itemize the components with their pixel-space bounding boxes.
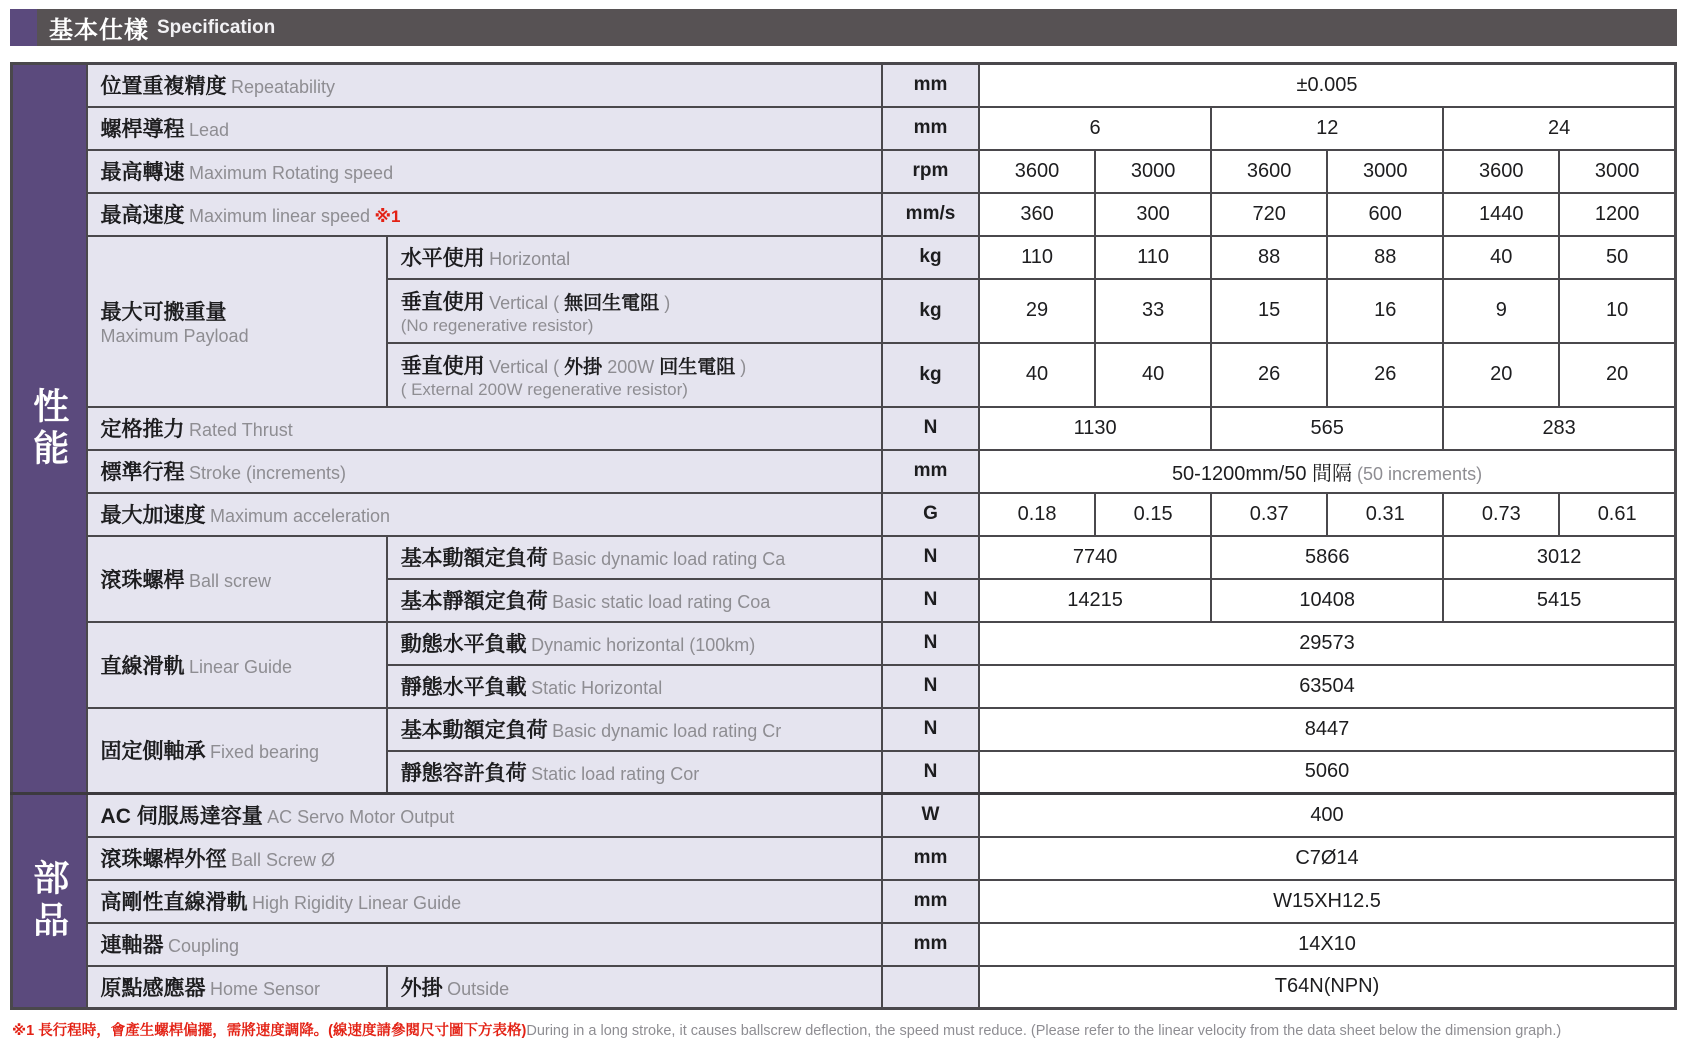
label-cell xyxy=(87,493,882,536)
value-cell: 40 xyxy=(1095,343,1211,407)
label-cjk: 動態水平負載 xyxy=(400,633,527,656)
sublabel-cell xyxy=(387,751,882,794)
value-cell: 12 xyxy=(1211,107,1443,150)
label-en: Home Sensor xyxy=(209,978,321,999)
label-en: Basic dynamic load rating Cr xyxy=(552,721,782,741)
label-en: Maximum Rotating speed xyxy=(188,163,394,183)
label-cjk: 連軸器 xyxy=(100,934,164,957)
value-cell: 63504 xyxy=(979,665,1675,708)
label-en: Outside xyxy=(447,978,510,999)
row-bearing-dynamic-cr xyxy=(12,708,1676,751)
unit-cell: mm xyxy=(882,450,979,493)
label-en: Dynamic horizontal (100km) xyxy=(531,635,756,655)
sublabel-cell xyxy=(387,665,882,708)
value-cell: 0.61 xyxy=(1559,493,1675,536)
value-cell: 20 xyxy=(1559,343,1675,407)
row-ballscrew-dynamic-ca xyxy=(12,536,1676,579)
value-cell: 88 xyxy=(1327,236,1443,279)
value-cell: 40 xyxy=(1443,236,1559,279)
unit-cell: N xyxy=(882,407,979,450)
group-label-linear-guide xyxy=(87,622,387,708)
value-cell: 5866 xyxy=(1211,536,1443,579)
label-en: Static Horizontal xyxy=(531,678,663,698)
label-cjk: 靜態容許負荷 xyxy=(400,761,527,785)
label-cjk: 外掛 xyxy=(400,976,443,1000)
sublabel-cell xyxy=(387,279,882,343)
value-cell: 0.15 xyxy=(1095,493,1211,536)
sublabel-cell xyxy=(387,579,882,622)
sublabel-cell xyxy=(387,966,882,1009)
unit-cell: N xyxy=(882,665,979,708)
value-cell: 26 xyxy=(1211,343,1327,407)
value-cell: ±0.005 xyxy=(979,64,1675,107)
label-cjk: 最大加速度 xyxy=(100,504,206,527)
value-cell: 26 xyxy=(1327,343,1443,407)
label-cjk: 最高轉速 xyxy=(100,161,185,184)
label-en: ) xyxy=(735,357,747,378)
row-coupling xyxy=(12,923,1676,966)
label-cjk: 滾珠螺桿 xyxy=(100,568,185,592)
unit-cell: mm xyxy=(882,107,979,150)
label-en: Linear Guide xyxy=(188,656,293,677)
label-cell xyxy=(87,64,882,107)
footnote-marker: ※1 xyxy=(374,207,401,226)
label-cjk: 原點感應器 xyxy=(100,976,206,1000)
label-en: ) xyxy=(659,293,671,314)
footnote-gray-text: During in a long stroke, it causes ballscrew deflection, the speed must reduce. (Please refer to the linear velocity from the data sheet below the dimension graph.) xyxy=(526,1023,1562,1039)
label-en: Lead xyxy=(188,120,230,140)
section-header xyxy=(10,9,1677,46)
label-cell xyxy=(87,880,882,923)
value-cell: 24 xyxy=(1443,107,1675,150)
row-acceleration xyxy=(12,493,1676,536)
unit-cell: kg xyxy=(882,236,979,279)
label-cjk: 螺桿導程 xyxy=(100,118,185,141)
value-cell xyxy=(979,450,1675,493)
value-cell: 3600 xyxy=(1211,150,1327,193)
spec-table xyxy=(10,62,1677,1010)
row-servo-output xyxy=(12,794,1676,837)
value-cell: 1440 xyxy=(1443,193,1559,236)
row-rotating-speed xyxy=(12,150,1676,193)
label-en: Maximum Payload xyxy=(100,325,249,346)
label-cjk: AC 伺服馬達容量 xyxy=(100,805,263,829)
value-cell: 15 xyxy=(1211,279,1327,343)
label-cjk: 位置重複精度 xyxy=(100,75,227,99)
group-label-fixed-bearing xyxy=(87,708,387,794)
unit-cell: kg xyxy=(882,343,979,407)
label-cjk-inline: 回生電阻 xyxy=(659,357,736,379)
label-cjk: 垂直使用 xyxy=(400,291,485,315)
label-cell xyxy=(87,837,882,880)
label-en: Repeatability xyxy=(230,77,336,98)
label-cjk: 最大可搬重量 xyxy=(100,300,227,324)
unit-cell: kg xyxy=(882,279,979,343)
label-cjk-inline: 外掛 xyxy=(564,357,603,379)
value-cell: 29 xyxy=(979,279,1095,343)
stroke-value-sub: (50 increments) xyxy=(1352,463,1483,484)
label-en: Maximum acceleration xyxy=(209,506,391,526)
label-en: Coupling xyxy=(167,936,240,956)
value-cell: 0.73 xyxy=(1443,493,1559,536)
unit-cell: N xyxy=(882,536,979,579)
section-label-parts: 部品 xyxy=(12,794,87,1009)
label-cell xyxy=(87,450,882,493)
label-cell xyxy=(87,794,882,837)
row-rated-thrust xyxy=(12,407,1676,450)
label-cell xyxy=(87,150,882,193)
value-cell: 1130 xyxy=(979,407,1211,450)
value-cell: 360 xyxy=(979,193,1095,236)
unit-cell: mm xyxy=(882,837,979,880)
label-en: Fixed bearing xyxy=(209,742,320,763)
label-en: Horizontal xyxy=(489,249,571,269)
value-cell: 565 xyxy=(1211,407,1443,450)
row-ballscrew-od xyxy=(12,837,1676,880)
unit-cell: mm xyxy=(882,880,979,923)
group-label-home-sensor xyxy=(87,966,387,1009)
value-cell: 8447 xyxy=(979,708,1675,751)
value-cell: 3000 xyxy=(1327,150,1443,193)
label-en: Static load rating Cor xyxy=(531,763,700,784)
label-en: Basic dynamic load rating Ca xyxy=(552,549,786,569)
page-title-cjk: 基本仕樣 xyxy=(49,17,149,44)
section-label-performance: 性能 xyxy=(12,64,87,794)
sublabel-cell xyxy=(387,536,882,579)
value-cell: 400 xyxy=(979,794,1675,837)
value-cell: 14215 xyxy=(979,579,1211,622)
value-cell: W15XH12.5 xyxy=(979,880,1675,923)
unit-cell: N xyxy=(882,579,979,622)
header-strip xyxy=(37,9,1677,46)
value-cell: 10408 xyxy=(1211,579,1443,622)
label-cjk: 基本動額定負荷 xyxy=(400,719,548,742)
row-rigidity-guide xyxy=(12,880,1676,923)
value-cell: 300 xyxy=(1095,193,1211,236)
value-cell: 16 xyxy=(1327,279,1443,343)
label-en: Ball Screw Ø xyxy=(230,850,336,870)
value-cell: 20 xyxy=(1443,343,1559,407)
value-cell: 110 xyxy=(1095,236,1211,279)
value-cell: 3600 xyxy=(979,150,1095,193)
value-cell: 1200 xyxy=(1559,193,1675,236)
label-cell xyxy=(87,107,882,150)
label-en: Stroke (increments) xyxy=(188,463,347,483)
sublabel-cell xyxy=(387,236,882,279)
unit-cell: mm/s xyxy=(882,193,979,236)
value-cell: 88 xyxy=(1211,236,1327,279)
label-cjk: 定格推力 xyxy=(100,418,185,441)
footnote xyxy=(12,1019,1677,1040)
label-cjk-inline: 無回生電阻 xyxy=(564,293,660,315)
label-en: High Rigidity Linear Guide xyxy=(251,893,462,913)
unit-cell: N xyxy=(882,751,979,794)
label-cell xyxy=(87,407,882,450)
unit-cell: N xyxy=(882,708,979,751)
row-repeatability xyxy=(12,64,1676,107)
label-cjk: 最高速度 xyxy=(100,204,185,227)
value-cell: 0.31 xyxy=(1327,493,1443,536)
value-cell: 5415 xyxy=(1443,579,1675,622)
value-cell: 3000 xyxy=(1559,150,1675,193)
row-payload-horizontal xyxy=(12,236,1676,279)
label-cjk: 基本動額定負荷 xyxy=(400,547,548,570)
row-linear-speed xyxy=(12,193,1676,236)
value-cell: 0.18 xyxy=(979,493,1095,536)
value-cell: 33 xyxy=(1095,279,1211,343)
value-cell: 5060 xyxy=(979,751,1675,794)
value-cell: 3600 xyxy=(1443,150,1559,193)
value-cell: 0.37 xyxy=(1211,493,1327,536)
label-cjk: 基本靜額定負荷 xyxy=(400,590,548,613)
row-guide-dynamic-horizontal xyxy=(12,622,1676,665)
value-cell: C7Ø14 xyxy=(979,837,1675,880)
label-en: AC Servo Motor Output xyxy=(267,807,455,828)
row-lead xyxy=(12,107,1676,150)
row-home-sensor xyxy=(12,966,1676,1009)
stroke-value-main: 50-1200mm/50 間隔 xyxy=(1171,462,1353,485)
value-cell: 7740 xyxy=(979,536,1211,579)
value-cell: 600 xyxy=(1327,193,1443,236)
value-cell: 720 xyxy=(1211,193,1327,236)
value-cell: 9 xyxy=(1443,279,1559,343)
label-en: Maximum linear speed xyxy=(188,206,371,226)
page-title-en: Specification xyxy=(157,16,276,38)
label-en: Vertical ( xyxy=(489,293,565,314)
unit-cell: mm xyxy=(882,923,979,966)
label-cjk: 標準行程 xyxy=(100,461,185,484)
unit-cell xyxy=(882,966,979,1009)
value-cell: 14X10 xyxy=(979,923,1675,966)
value-cell: 10 xyxy=(1559,279,1675,343)
label-en-line2: ( External 200W regenerative resistor) xyxy=(400,380,688,400)
unit-cell: G xyxy=(882,493,979,536)
label-cjk: 水平使用 xyxy=(400,247,485,270)
row-stroke xyxy=(12,450,1676,493)
value-cell: 283 xyxy=(1443,407,1675,450)
label-cjk: 靜態水平負載 xyxy=(400,676,527,699)
value-cell: 29573 xyxy=(979,622,1675,665)
sublabel-cell xyxy=(387,708,882,751)
unit-cell: rpm xyxy=(882,150,979,193)
unit-cell: mm xyxy=(882,64,979,107)
value-cell: 40 xyxy=(979,343,1095,407)
group-label-ball-screw xyxy=(87,536,387,622)
unit-cell: N xyxy=(882,622,979,665)
label-cjk: 直線滑軌 xyxy=(100,654,185,678)
value-cell: 6 xyxy=(979,107,1211,150)
label-en: Rated Thrust xyxy=(188,420,293,440)
value-cell: T64N(NPN) xyxy=(979,966,1675,1009)
label-cjk: 高剛性直線滑軌 xyxy=(100,891,248,914)
label-cjk: 固定側軸承 xyxy=(100,740,206,764)
value-cell: 3000 xyxy=(1095,150,1211,193)
value-cell: 110 xyxy=(979,236,1095,279)
label-en: Vertical ( xyxy=(489,357,565,378)
label-cjk: 垂直使用 xyxy=(400,355,485,379)
label-cjk: 滾珠螺桿外徑 xyxy=(100,848,227,871)
value-cell: 3012 xyxy=(1443,536,1675,579)
label-en: 200W xyxy=(602,357,660,378)
label-en: Basic static load rating Coa xyxy=(552,592,771,612)
label-cell xyxy=(87,193,882,236)
group-label-payload xyxy=(87,236,387,407)
value-cell: 50 xyxy=(1559,236,1675,279)
unit-cell: W xyxy=(882,794,979,837)
footnote-red-text: ※1 長行程時，會產生螺桿偏擺，需將速度調降。(線速度請參閱尺寸圖下方表格) xyxy=(12,1023,527,1039)
sublabel-cell xyxy=(387,343,882,407)
header-accent-square xyxy=(10,9,37,46)
sublabel-cell xyxy=(387,622,882,665)
label-en: Ball screw xyxy=(188,570,272,591)
label-cell xyxy=(87,923,882,966)
label-en-line2: (No regenerative resistor) xyxy=(400,316,594,336)
